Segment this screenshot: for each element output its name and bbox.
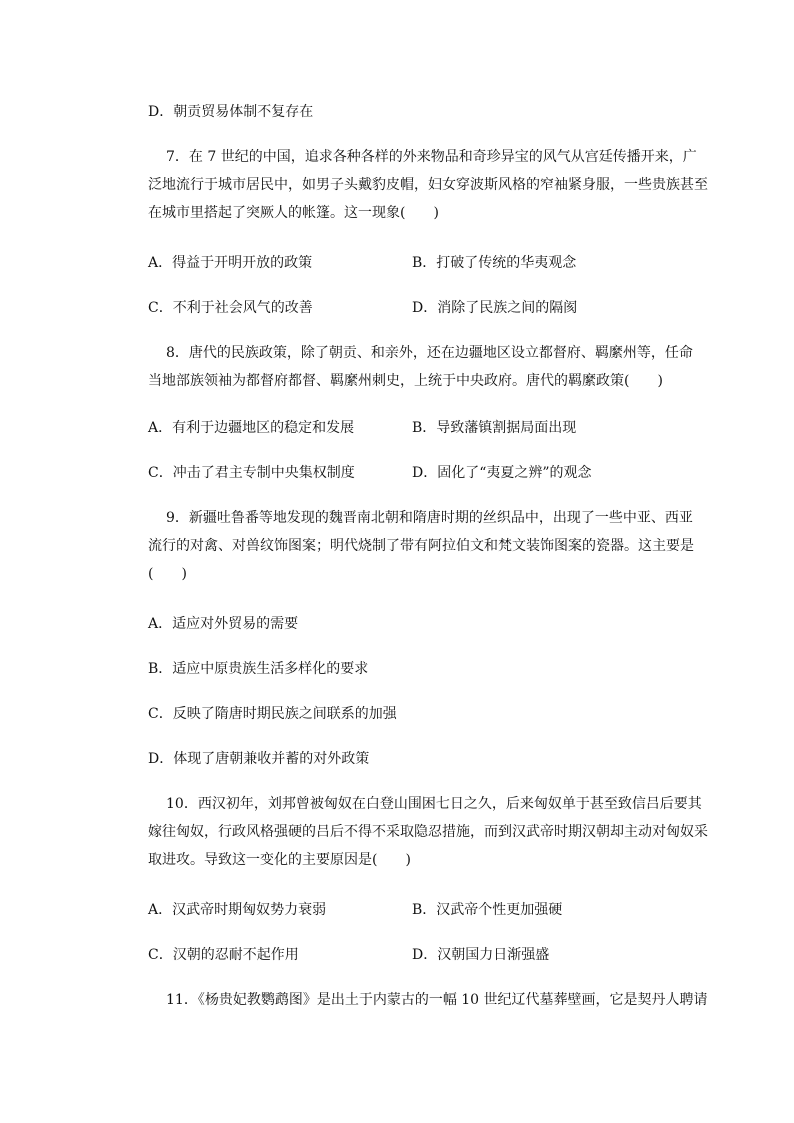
q9-option-c: C．反映了隋唐时期民族之间联系的加强 [148, 706, 397, 722]
q7-option-b: B．打破了传统的华夷观念 [412, 255, 577, 271]
q9-option-a: A．适应对外贸易的需要 [148, 616, 299, 632]
q7-option-d: D．消除了民族之间的隔阂 [412, 300, 578, 316]
q7-option-c: C．不利于社会风气的改善 [148, 300, 313, 316]
q7-option-a: A．得益于开明开放的政策 [148, 255, 313, 271]
q8-stem-line-2: 当地部族领袖为都督府都督、羁縻州刺史，上统于中央政府。唐代的羁縻政策( ) [148, 373, 663, 389]
q7-stem-line-3: 在城市里搭起了突厥人的帐篷。这一现象( ) [148, 205, 439, 221]
q8-option-b: B．导致藩镇割据局面出现 [412, 420, 577, 436]
q10-option-a: A．汉武帝时期匈奴势力衰弱 [148, 902, 327, 918]
q8-option-c: C．冲击了君主专制中央集权制度 [148, 465, 355, 481]
q9-option-b: B．适应中原贵族生活多样化的要求 [148, 661, 369, 677]
q10-stem-line-2: 嫁往匈奴，行政风格强硬的吕后不得不采取隐忍措施，而到汉武帝时期汉朝却主动对匈奴采 [148, 824, 708, 840]
q7-stem-line-1: 7．在 7 世纪的中国，追求各种各样的外来物品和奇珍异宝的风气从宫廷传播开来，广 [166, 149, 697, 165]
q9-option-d: D．体现了唐朝兼收并蓄的对外政策 [148, 751, 370, 767]
q10-option-b: B．汉武帝个性更加强硬 [412, 902, 563, 918]
q9-stem-line-1: 9．新疆吐鲁番等地发现的魏晋南北朝和隋唐时期的丝织品中，出现了一些中亚、西亚 [166, 510, 693, 526]
q8-option-d: D．固化了“夷夏之辨”的观念 [412, 465, 592, 481]
q10-option-c: C．汉朝的忍耐不起作用 [148, 947, 299, 963]
q10-option-d: D．汉朝国力日渐强盛 [412, 947, 550, 963]
q11-stem-line-1: 11．《杨贵妃教鹦鹉图》是出土于内蒙古的一幅 10 世纪辽代墓葬壁画，它是契丹人聘请 [166, 992, 708, 1008]
q6-option-d: D．朝贡贸易体制不复存在 [148, 104, 314, 120]
q9-stem-line-3: ( ) [148, 566, 187, 582]
q10-stem-line-1: 10．西汉初年，刘邦曾被匈奴在白登山围困七日之久，后来匈奴单于甚至致信吕后要其 [166, 796, 702, 812]
q8-option-a: A．有利于边疆地区的稳定和发展 [148, 420, 355, 436]
q10-stem-line-3: 取进攻。导致这一变化的主要原因是( ) [148, 852, 411, 868]
q7-stem-line-2: 泛地流行于城市居民中，如男子头戴豹皮帽，妇女穿波斯风格的窄袖紧身服，一些贵族甚至 [148, 177, 708, 193]
q8-stem-line-1: 8．唐代的民族政策，除了朝贡、和亲外，还在边疆地区设立都督府、羁縻州等，任命 [166, 345, 693, 361]
q9-stem-line-2: 流行的对禽、对兽纹饰图案；明代烧制了带有阿拉伯文和梵文装饰图案的瓷器。这主要是 [148, 538, 694, 554]
